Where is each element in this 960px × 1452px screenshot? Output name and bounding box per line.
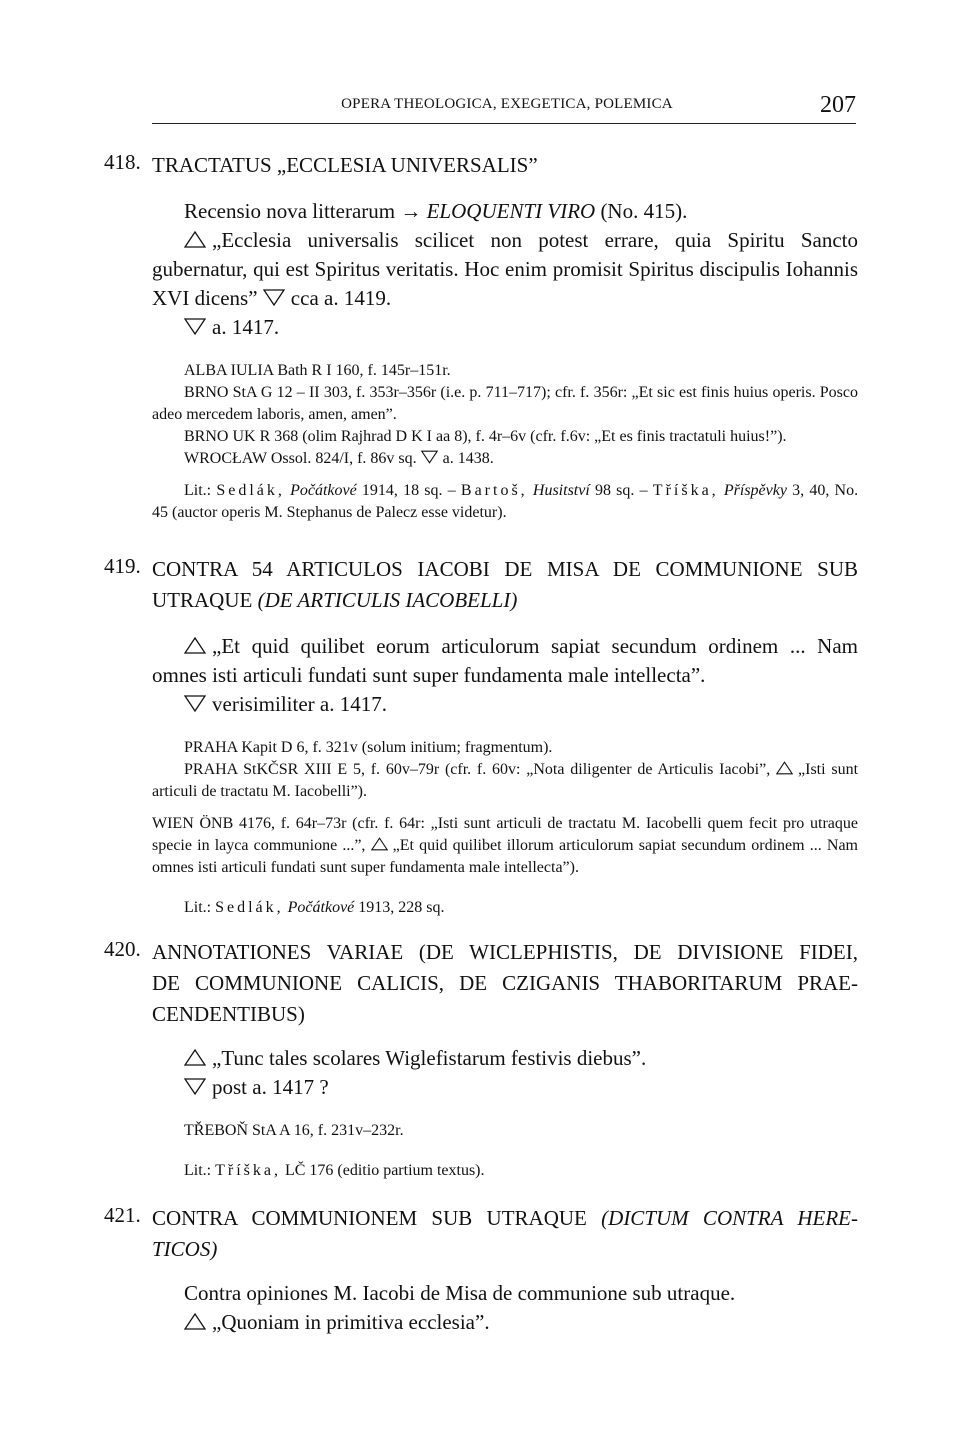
lit-label: Lit.: <box>184 482 212 499</box>
title-italic: TICOS) <box>152 1237 218 1261</box>
incipit-triangle-icon <box>776 761 793 775</box>
lit-author: Sedlák, <box>216 482 285 499</box>
incipit-text: „Quoniam in primitiva ecclesia”. <box>212 1310 490 1334</box>
entry-body <box>152 632 858 919</box>
title-line: DE COMMUNIONE CALICIS, DE CZIGANIS THABORITARUM PRAE- <box>152 971 858 995</box>
entry-number: 419. <box>104 554 141 578</box>
title-line: ANNOTATIONES VARIAE (DE WICLEPHISTIS, DE DIVISIONE FIDEI, <box>152 940 858 964</box>
manuscript-text-continued: „Isti sunt articuli de tractatu M. Iacobelli”). <box>152 761 859 800</box>
manuscript-date: a. 1438. <box>442 450 494 467</box>
explicit-triangle-icon <box>184 318 206 335</box>
title-line: CENDENTIBUS) <box>152 1002 305 1026</box>
manuscript-item: BRNO UK R 368 (olim Rajhrad D K I aa 8), f. 4r–6v (cfr. f.6v: „Et es finis tractatuli huius!”). <box>184 428 787 445</box>
manuscript-item <box>152 448 858 470</box>
entry-body <box>152 1044 858 1182</box>
incipit-text: „Ecclesia universalis scilicet non potest errare, quia Spiritu Sancto gubernatur, qui est Spiritus veritatis. Hoc enim promisit Spiritus discipulis Iohannis XVI dicens” <box>152 228 858 310</box>
lit-label: Lit.: <box>184 1162 212 1179</box>
entry-title <box>152 1203 858 1265</box>
incipit-triangle-icon <box>184 637 206 654</box>
lit-author: Bartoš, <box>460 482 528 499</box>
explicit-triangle-icon <box>184 695 206 712</box>
incipit-triangle-icon <box>184 231 206 248</box>
manuscript-item <box>152 813 858 879</box>
literature <box>152 480 858 524</box>
entry-number: 418. <box>104 150 141 174</box>
title-line <box>152 1203 858 1234</box>
explicit-triangle-icon <box>263 289 285 306</box>
entry-418 <box>104 150 858 524</box>
lit-reference: 1914, 18 sq. – <box>361 482 456 499</box>
entry-421 <box>104 1203 858 1337</box>
lit-title: Počátkové <box>290 482 357 499</box>
literature <box>152 897 858 919</box>
entry-419 <box>104 554 858 919</box>
running-head <box>152 92 856 124</box>
incipit-line <box>152 1308 858 1337</box>
recensio-reference: ELOQUENTI VIRO <box>426 199 596 223</box>
incipit-triangle-icon <box>371 837 388 851</box>
incipit-triangle-icon <box>184 1313 206 1330</box>
manuscript-text-continued: „Et quid quilibet illorum articulorum sapiat secundum ordinem ... Nam omnes isti articuli fundati sunt super fundamenta male intellecta”). <box>152 837 859 876</box>
entry-body <box>152 1279 858 1337</box>
manuscript-item: PRAHA Kapit D 6, f. 321v (solum initium; fragmentum). <box>184 739 553 756</box>
explicit-triangle-icon <box>421 450 438 464</box>
lit-reference: 98 sq. – <box>594 482 648 499</box>
manuscript-text: WROCŁAW Ossol. 824/I, f. 86v sq. <box>184 450 417 467</box>
date-text: verisimiliter a. 1417. <box>212 692 387 716</box>
explicit-triangle-icon <box>184 1078 206 1095</box>
title-italic: (DE ARTICULIS IACOBELLI) <box>257 588 518 612</box>
lit-title: Husitství <box>532 482 590 499</box>
lit-reference: LČ 176 (editio partium textus). <box>284 1162 485 1179</box>
running-title: OPERA THEOLOGICA, EXEGETICA, POLEMICA <box>341 96 673 112</box>
entry-title: TRACTATUS „ECCLESIA UNIVERSALIS” <box>152 153 538 177</box>
head-rule <box>152 123 856 124</box>
date-line <box>152 690 858 719</box>
manuscript-text: PRAHA StKČSR XIII E 5, f. 60v–79r (cfr. f. 60v: „Nota diligenter de Articulis Iacobi”, <box>184 761 771 778</box>
date-text: post a. 1417 ? <box>212 1075 329 1099</box>
incipit-text: „Et quid quilibet eorum articulorum sapiat secundum ordinem ... Nam omnes isti articuli fundati sunt super fundamenta male intellecta”. <box>152 634 858 687</box>
recensio-line <box>152 197 858 226</box>
entry-title <box>152 554 858 616</box>
lit-author: Tříška, <box>652 482 719 499</box>
lit-author: Sedlák, <box>215 899 284 916</box>
entry-number: 420. <box>104 937 141 961</box>
manuscript-item <box>152 759 858 803</box>
title-main: CONTRA 54 ARTICULOS IACOBI DE MISA DE COMMUNIONE SUB UTRAQUE <box>152 557 858 612</box>
title-line <box>152 1234 858 1265</box>
incipit-paragraph <box>152 226 858 313</box>
page-number: 207 <box>820 92 856 118</box>
literature <box>152 1160 858 1182</box>
date-text: a. 1417. <box>212 315 280 339</box>
entry-body <box>152 197 858 524</box>
lit-author: Tříška, <box>215 1162 281 1179</box>
manuscript-item: TŘEBOŇ StA A 16, f. 231v–232r. <box>184 1122 404 1139</box>
description-line: Contra opiniones M. Iacobi de Misa de communione sub utraque. <box>184 1281 736 1305</box>
entry-title <box>152 937 858 1030</box>
lit-title: Počátkové <box>287 899 355 916</box>
entry-number: 421. <box>104 1203 141 1227</box>
date-line <box>152 313 858 342</box>
manuscript-item: ALBA IULIA Bath R I 160, f. 145r–151r. <box>184 362 451 379</box>
lit-title: Příspěvky <box>723 482 787 499</box>
entry-420 <box>104 937 858 1182</box>
recensio-number: (No. 415). <box>600 199 688 223</box>
lit-reference: 1913, 228 sq. <box>358 899 445 916</box>
recensio-prefix: Recensio nova litterarum → <box>184 199 422 223</box>
incipit-triangle-icon <box>184 1049 206 1066</box>
incipit-text: „Tunc tales scolares Wiglefistarum festivis diebus”. <box>212 1046 647 1070</box>
manuscript-text: WIEN ÖNB 4176, f. 64r–73r (cfr. f. 64r: „Isti sunt articuli de tractatu M. Iacobelli quem fecit pro utraque specie in layca communione ...”, <box>152 815 858 854</box>
incipit-paragraph <box>152 632 858 690</box>
title-italic: (DICTUM CONTRA HERE- <box>601 1206 858 1230</box>
incipit-date: cca a. 1419. <box>290 286 392 310</box>
manuscript-item: BRNO StA G 12 – II 303, f. 353r–356r (i.e. p. 711–717); cfr. f. 356r: „Et sic est finis huius operis. Posco adeo mercedem laboris, amen, amen”. <box>152 384 858 423</box>
title-main: CONTRA COMMUNIONEM SUB UTRAQUE <box>152 1206 587 1230</box>
incipit-line <box>152 1044 858 1073</box>
lit-label: Lit.: <box>184 899 212 916</box>
lit-reference: 3, 40, No. 45 (auctor operis M. Stephanus de Palecz esse videtur). <box>152 482 859 521</box>
date-line <box>152 1073 858 1102</box>
